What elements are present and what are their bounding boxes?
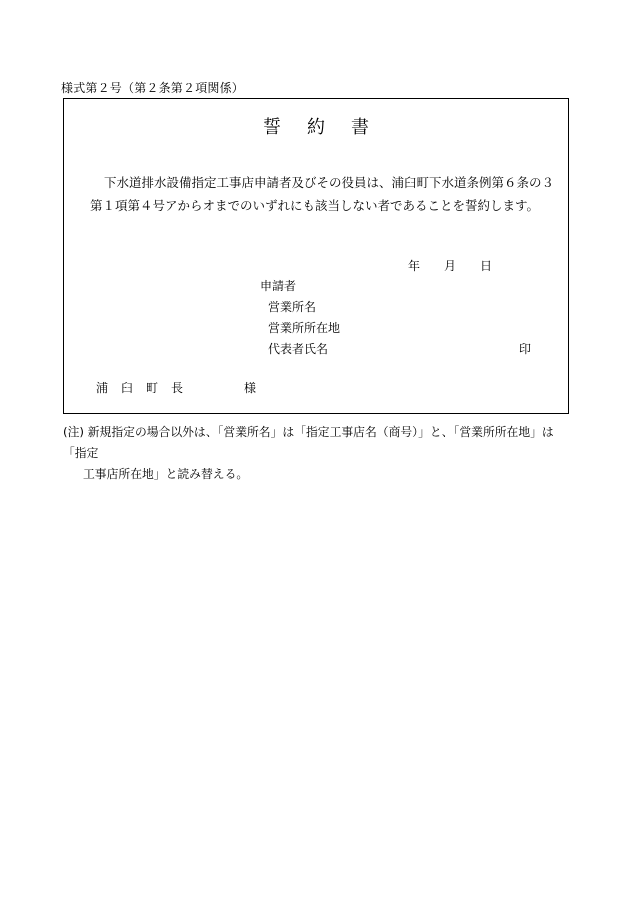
date-line (408, 257, 516, 274)
addressee-name: 浦臼町長 (96, 381, 197, 395)
representative-name-label: 代表者氏名 (268, 342, 329, 356)
note-line-1: (注) 新規指定の場合以外は、「営業所名」は「指定工事店名（商号）」と、「営業所所在地」は「指定 (63, 425, 554, 460)
document-title: 誓約書 (263, 117, 395, 138)
office-address-label: 営業所所在地 (268, 321, 341, 335)
date-day-label: 日 (480, 259, 493, 273)
note (63, 422, 573, 485)
pledge-text-line-2: 第１項第４号アからオまでのいずれにも該当しない者であることを誓約します。 (90, 198, 540, 213)
pledge-form-frame (63, 98, 569, 414)
applicant-label: 申請者 (260, 279, 297, 293)
date-year-label: 年 (408, 259, 421, 273)
form-number: 様式第２号（第２条第２項関係） (61, 81, 245, 95)
seal-mark: 印 (519, 342, 532, 356)
pledge-text-line-1: 下水道排水設備指定工事店申請者及びその役員は、浦臼町下水道条例第６条の３ (104, 175, 555, 190)
note-line-2: 工事店所在地」と読み替える。 (83, 467, 249, 481)
addressee-suffix: 様 (244, 381, 257, 395)
office-name-label: 営業所名 (268, 300, 317, 314)
date-month-label: 月 (444, 259, 457, 273)
